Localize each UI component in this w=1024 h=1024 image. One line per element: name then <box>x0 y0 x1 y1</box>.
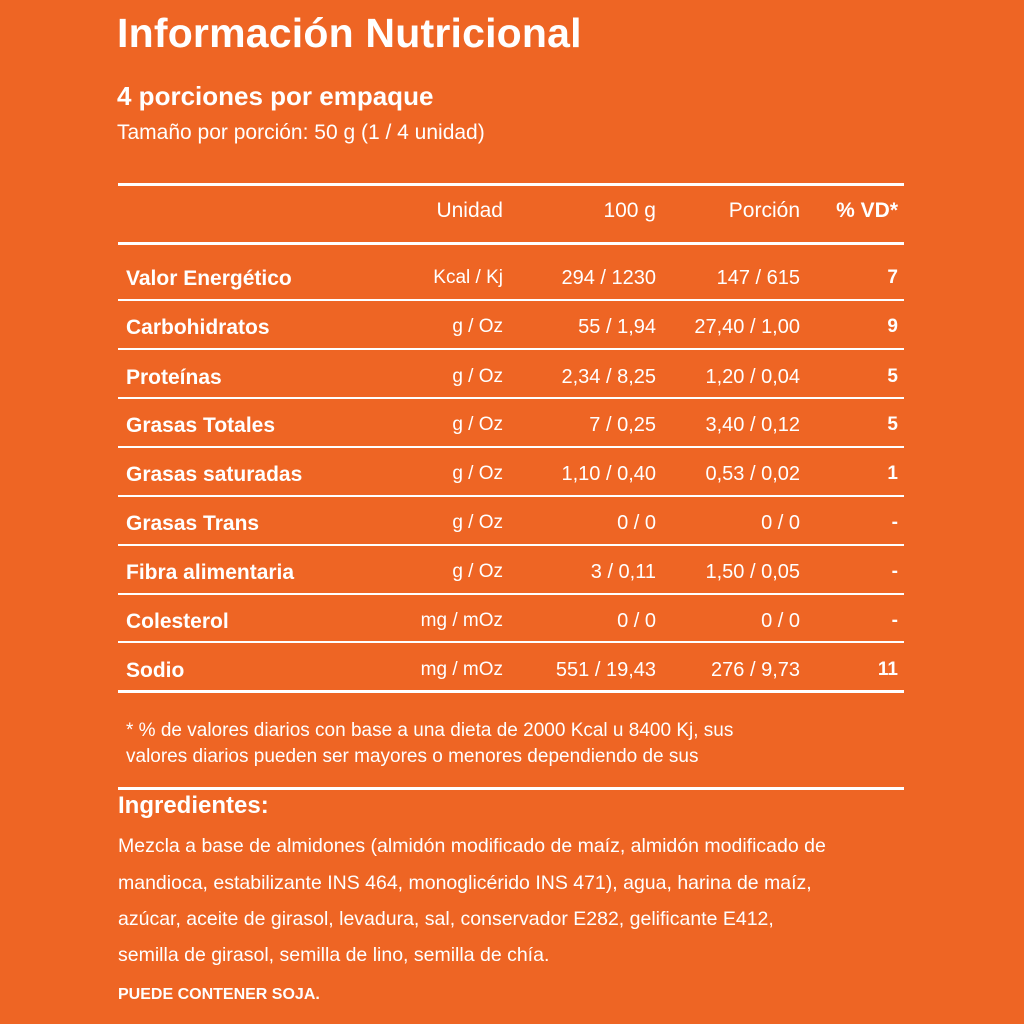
row-portion: 147 / 615 <box>716 267 800 289</box>
ingredients-line: mandioca, estabilizante INS 464, monoglicérido INS 471), agua, harina de maíz, <box>118 872 812 894</box>
column-header-unit: Unidad <box>436 199 503 222</box>
row-dv: 9 <box>887 316 898 337</box>
row-portion: 0 / 0 <box>761 512 800 534</box>
header-divider <box>118 242 904 245</box>
row-unit: g / Oz <box>452 316 503 337</box>
ingredients-title: Ingredientes: <box>118 792 269 819</box>
row-name: Fibra alimentaria <box>126 561 295 584</box>
row-portion: 276 / 9,73 <box>711 659 800 681</box>
row-per100: 3 / 0,11 <box>590 561 656 583</box>
row-unit: Kcal / Kj <box>433 267 503 288</box>
row-per100: 1,10 / 0,40 <box>561 463 656 485</box>
ingredients-line: Mezcla a base de almidones (almidón modificado de maíz, almidón modificado de <box>118 835 826 857</box>
table-bottom-divider <box>118 690 904 693</box>
row-portion: 1,20 / 0,04 <box>705 366 800 388</box>
row-name: Valor Energético <box>126 267 292 290</box>
row-per100: 551 / 19,43 <box>555 659 656 681</box>
row-dv: - <box>891 610 898 631</box>
row-name: Grasas Trans <box>126 512 260 535</box>
servings-per-package: 4 porciones por empaque <box>117 81 434 111</box>
ingredients-divider <box>118 787 904 790</box>
row-divider <box>118 544 904 546</box>
row-portion: 1,50 / 0,05 <box>705 561 800 583</box>
column-header-100g: 100 g <box>603 199 656 222</box>
row-divider <box>118 641 904 643</box>
row-dv: 11 <box>877 659 898 680</box>
row-portion: 27,40 / 1,00 <box>694 316 800 338</box>
row-portion: 0 / 0 <box>761 610 800 632</box>
row-dv: 5 <box>887 366 898 387</box>
row-divider <box>118 446 904 448</box>
footnote-line: * % de valores diarios con base a una dieta de 2000 Kcal u 8400 Kj, sus <box>126 720 734 741</box>
row-dv: 5 <box>887 414 898 435</box>
row-portion: 3,40 / 0,12 <box>705 414 800 436</box>
row-per100: 7 / 0,25 <box>589 414 656 436</box>
serving-size: Tamaño por porción: 50 g (1 / 4 unidad) <box>117 121 485 144</box>
row-unit: g / Oz <box>452 463 503 484</box>
row-unit: mg / mOz <box>420 659 503 680</box>
row-unit: mg / mOz <box>420 610 503 631</box>
row-divider <box>118 495 904 497</box>
table-top-divider <box>118 183 904 186</box>
row-name: Colesterol <box>126 610 229 633</box>
ingredients-line: azúcar, aceite de girasol, levadura, sal, conservador E282, gelificante E412, <box>118 908 774 930</box>
row-divider <box>118 593 904 595</box>
row-dv: 7 <box>887 267 898 288</box>
row-per100: 0 / 0 <box>617 512 656 534</box>
row-per100: 294 / 1230 <box>561 267 656 289</box>
row-name: Carbohidratos <box>126 316 270 339</box>
row-unit: g / Oz <box>452 366 503 387</box>
row-divider <box>118 348 904 350</box>
row-name: Sodio <box>126 659 185 682</box>
row-divider <box>118 397 904 399</box>
column-header-portion: Porción <box>728 199 800 222</box>
row-unit: g / Oz <box>452 414 503 435</box>
row-divider <box>118 299 904 301</box>
page-title: Información Nutricional <box>117 10 582 56</box>
ingredients-line: semilla de girasol, semilla de lino, semilla de chía. <box>118 944 550 966</box>
row-dv: - <box>891 561 898 582</box>
footnote <box>126 718 886 770</box>
column-header-dv: % VD* <box>836 199 898 222</box>
row-per100: 55 / 1,94 <box>578 316 656 338</box>
row-name: Proteínas <box>126 366 222 389</box>
allergen-warning: PUEDE CONTENER SOJA. <box>118 986 320 1003</box>
row-dv: - <box>891 512 898 533</box>
row-dv: 1 <box>887 463 898 484</box>
row-unit: g / Oz <box>452 561 503 582</box>
footnote-line: valores diarios pueden ser mayores o menores dependiendo de sus <box>126 746 699 767</box>
row-name: Grasas Totales <box>126 414 276 437</box>
row-name: Grasas saturadas <box>126 463 303 486</box>
row-portion: 0,53 / 0,02 <box>705 463 800 485</box>
row-per100: 2,34 / 8,25 <box>561 366 656 388</box>
row-unit: g / Oz <box>452 512 503 533</box>
row-per100: 0 / 0 <box>617 610 656 632</box>
